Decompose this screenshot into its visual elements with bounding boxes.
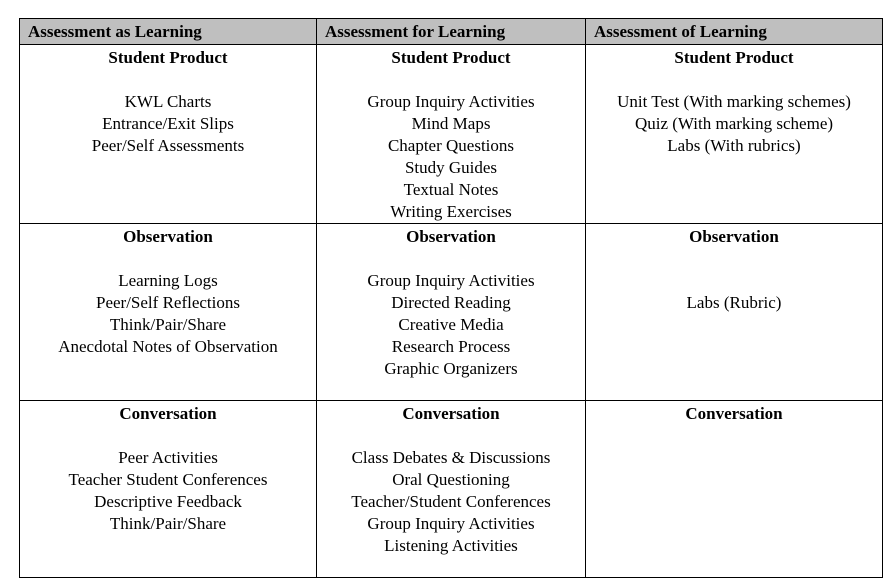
cell-item-list bbox=[20, 270, 316, 358]
cell-item-list bbox=[586, 270, 882, 314]
table-row bbox=[20, 224, 883, 401]
list-item: Peer/Self Assessments bbox=[91, 136, 245, 155]
table-row bbox=[20, 401, 883, 578]
cell-heading: Observation bbox=[406, 227, 496, 246]
list-item: Labs (Rubric) bbox=[686, 293, 782, 312]
list-item: Teacher/Student Conferences bbox=[351, 492, 551, 511]
list-item: KWL Charts bbox=[124, 92, 212, 111]
cell-item-list bbox=[20, 447, 316, 535]
table-row bbox=[20, 45, 883, 224]
table-cell bbox=[317, 401, 586, 578]
table-cell bbox=[317, 224, 586, 401]
list-item: Group Inquiry Activities bbox=[367, 92, 535, 111]
list-item: Listening Activities bbox=[384, 536, 518, 555]
cell-item-list bbox=[586, 91, 882, 157]
list-item: Learning Logs bbox=[118, 271, 218, 290]
table-cell bbox=[20, 401, 317, 578]
cell-heading: Student Product bbox=[108, 48, 228, 67]
list-item: Research Process bbox=[391, 337, 511, 356]
list-item: Directed Reading bbox=[391, 293, 511, 312]
column-header-as-learning: Assessment as Learning bbox=[20, 19, 317, 45]
cell-heading: Student Product bbox=[674, 48, 794, 67]
list-item: Teacher Student Conferences bbox=[68, 470, 268, 489]
cell-heading: Observation bbox=[689, 227, 779, 246]
column-header-for-learning: Assessment for Learning bbox=[317, 19, 586, 45]
list-item: Creative Media bbox=[398, 315, 504, 334]
table-cell bbox=[586, 224, 883, 401]
list-item: Quiz (With marking scheme) bbox=[634, 114, 834, 133]
list-item: Think/Pair/Share bbox=[109, 514, 227, 533]
header-row bbox=[20, 19, 883, 45]
list-item: Group Inquiry Activities bbox=[367, 271, 535, 290]
cell-heading: Conversation bbox=[685, 404, 783, 423]
list-item: Peer/Self Reflections bbox=[96, 293, 240, 312]
table-cell bbox=[20, 45, 317, 224]
list-item: Graphic Organizers bbox=[384, 359, 518, 378]
list-item bbox=[586, 270, 882, 292]
column-header-of-learning: Assessment of Learning bbox=[586, 19, 883, 45]
list-item: Unit Test (With marking schemes) bbox=[617, 92, 851, 111]
list-item: Study Guides bbox=[404, 158, 498, 177]
table-cell bbox=[317, 45, 586, 224]
list-item: Entrance/Exit Slips bbox=[102, 114, 234, 133]
list-item: Textual Notes bbox=[403, 180, 499, 199]
list-item: Descriptive Feedback bbox=[94, 492, 242, 511]
list-item: Group Inquiry Activities bbox=[367, 514, 535, 533]
cell-item-list bbox=[317, 447, 585, 557]
table-cell bbox=[20, 224, 317, 401]
cell-heading: Observation bbox=[123, 227, 213, 246]
cell-heading: Conversation bbox=[119, 404, 217, 423]
list-item: Class Debates & Discussions bbox=[351, 448, 551, 467]
list-item: Anecdotal Notes of Observation bbox=[58, 337, 278, 356]
table-cell bbox=[586, 45, 883, 224]
assessment-table bbox=[19, 18, 883, 578]
list-item: Labs (With rubrics) bbox=[667, 136, 801, 155]
list-item: Writing Exercises bbox=[390, 202, 512, 221]
list-item: Oral Questioning bbox=[392, 470, 510, 489]
list-item: Mind Maps bbox=[411, 114, 491, 133]
table-body bbox=[20, 45, 883, 578]
cell-heading: Conversation bbox=[402, 404, 500, 423]
list-item: Peer Activities bbox=[118, 448, 218, 467]
table-cell bbox=[586, 401, 883, 578]
cell-item-list bbox=[317, 270, 585, 380]
cell-item-list bbox=[20, 91, 316, 157]
cell-heading: Student Product bbox=[391, 48, 511, 67]
list-item: Chapter Questions bbox=[387, 136, 515, 155]
cell-item-list bbox=[317, 91, 585, 223]
list-item: Think/Pair/Share bbox=[109, 315, 227, 334]
